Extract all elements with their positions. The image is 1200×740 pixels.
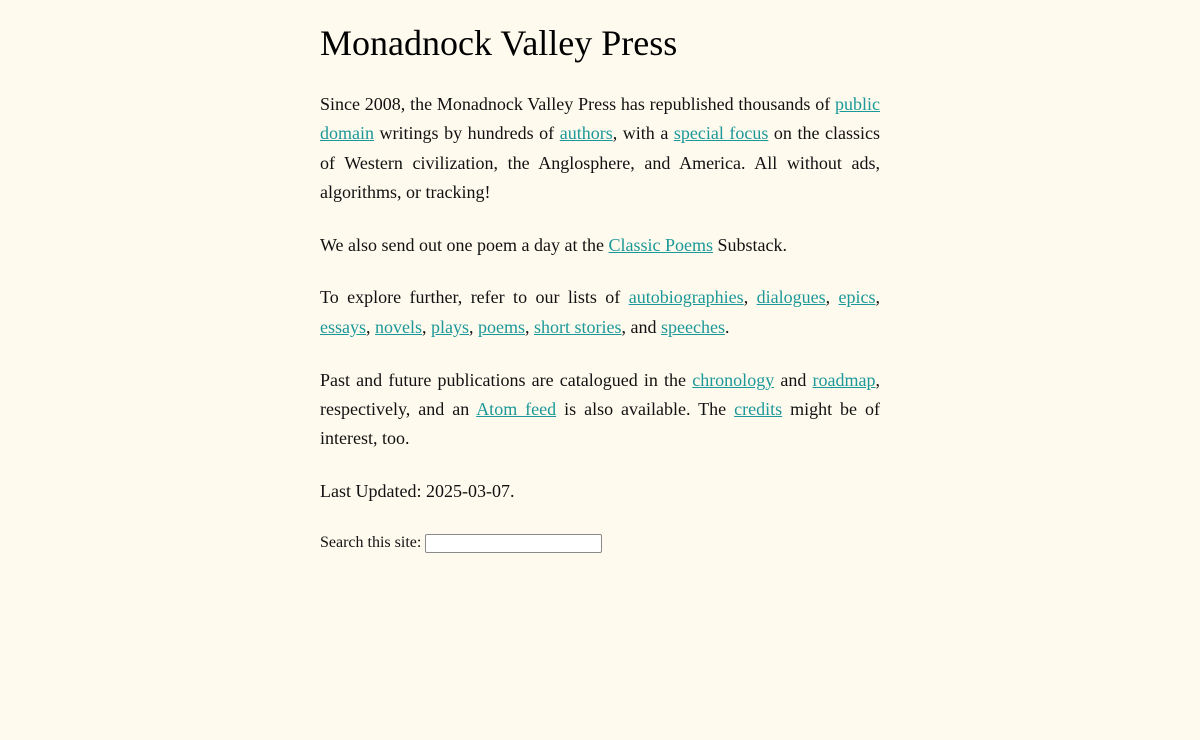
poems-link[interactable]: poems <box>478 316 525 337</box>
separator: , <box>525 316 534 337</box>
separator: , <box>422 316 431 337</box>
authors-link[interactable]: authors <box>559 123 613 144</box>
dialogues-link[interactable]: dialogues <box>756 287 826 308</box>
credits-link[interactable]: credits <box>734 398 783 419</box>
search-label: Search this site: <box>320 534 422 552</box>
intro-text-1: Since 2008, the Monadnock Valley Press has republished thousands of <box>320 94 835 114</box>
novels-link[interactable]: novels <box>375 316 422 337</box>
intro-text-3: , with a <box>612 123 674 144</box>
intro-text-2: writings by hundreds of <box>374 123 560 144</box>
autobiographies-link[interactable]: autobiographies <box>628 287 744 308</box>
atom-feed-link[interactable]: Atom feed <box>476 398 557 419</box>
explore-paragraph <box>320 283 880 342</box>
catalog-text-5: might be of interest, too. <box>320 398 880 449</box>
period: . <box>724 316 730 337</box>
roadmap-link[interactable]: roadmap <box>812 369 876 390</box>
intro-text-4: on the classics of Western civilization, the Anglosphere, and America. All without ads, algorithms, or tracking! <box>320 123 880 202</box>
separator: , <box>825 287 839 308</box>
plays-link[interactable]: plays <box>431 316 469 337</box>
separator: , <box>743 287 757 308</box>
catalog-text-4: is also available. The <box>556 398 735 419</box>
intro-paragraph <box>320 90 880 207</box>
chronology-link[interactable]: chronology <box>692 369 775 390</box>
last-updated: Last Updated: 2025-03-07. <box>320 480 515 501</box>
classic-poems-link[interactable]: Classic Poems <box>608 234 713 255</box>
page-content <box>320 0 880 554</box>
poems-text-1: We also send out one poem a day at the <box>320 234 609 255</box>
separator: , <box>469 316 478 337</box>
catalog-text-1: Past and future publications are catalogued in the <box>320 369 693 390</box>
essays-link[interactable]: essays <box>320 316 366 337</box>
separator: , <box>875 287 881 308</box>
special-focus-link[interactable]: special focus <box>673 123 769 144</box>
catalog-paragraph <box>320 366 880 454</box>
poems-text-2: Substack. <box>712 234 787 255</box>
public-domain-link[interactable]: public domain <box>320 94 880 144</box>
page-title: Monadnock Valley Press <box>320 23 678 63</box>
short-stories-link[interactable]: short stories <box>534 316 622 337</box>
epics-link[interactable]: epics <box>838 287 876 308</box>
catalog-text-3: , respectively, and an <box>320 369 880 419</box>
and-separator: , and <box>621 316 661 337</box>
poems-paragraph <box>320 231 880 260</box>
search-input[interactable] <box>425 534 602 553</box>
speeches-link[interactable]: speeches <box>661 316 725 337</box>
catalog-text-2: and <box>774 369 813 390</box>
explore-text-1: To explore further, refer to our lists of <box>320 287 629 308</box>
search-form <box>320 532 880 554</box>
separator: , <box>366 316 375 337</box>
